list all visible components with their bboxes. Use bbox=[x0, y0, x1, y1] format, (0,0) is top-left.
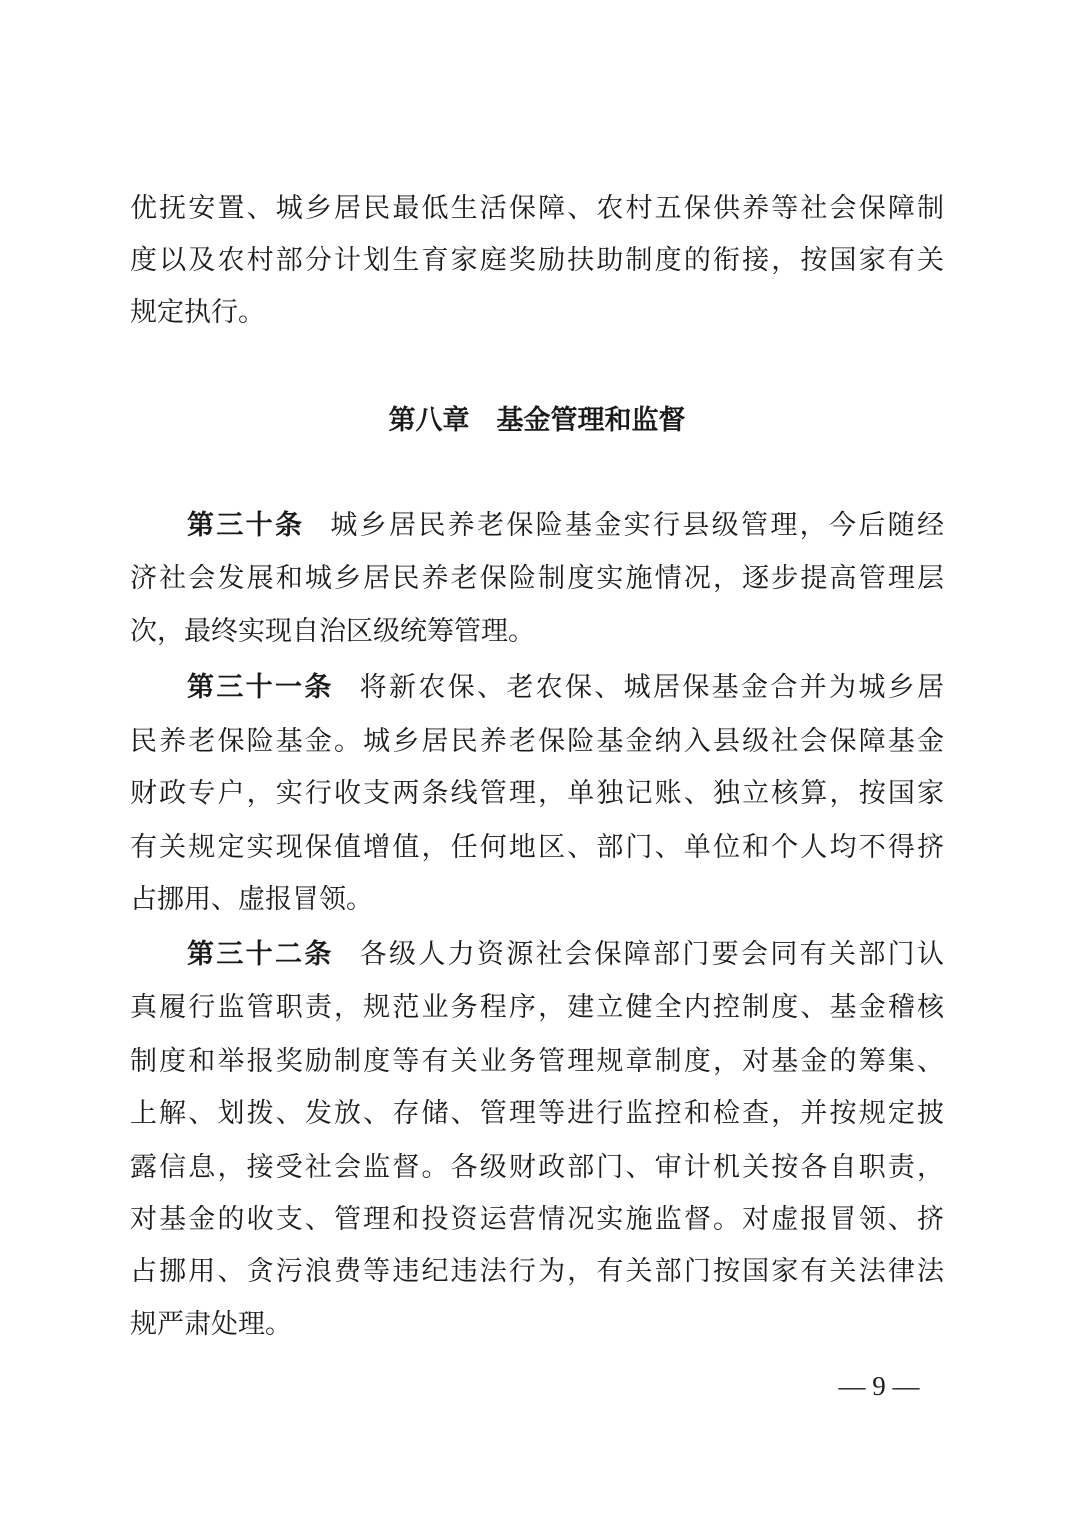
article-32-line-5: 露信息，接受社会监督。各级财政部门、审计机关按各自职责， bbox=[130, 1152, 944, 1183]
article-30-line-2: 济社会发展和城乡居民养老保险制度实施情况，逐步提高管理层 bbox=[130, 563, 944, 594]
continuation-line-1: 优抚安置、城乡居民最低生活保障、农村五保供养等社会保障制 bbox=[130, 193, 944, 224]
article-32-line-7: 占挪用、贪污浪费等违纪违法行为，有关部门按国家有关法律法 bbox=[130, 1256, 944, 1287]
article-32-line-1 bbox=[187, 932, 944, 978]
article-31-text-1: 将新农保、老农保、城居保基金合并为城乡居 bbox=[359, 672, 945, 703]
article-31-line-4: 有关规定实现保值增值，任何地区、部门、单位和个人均不得挤 bbox=[130, 832, 944, 863]
article-30-line-3: 次，最终实现自治区级统筹管理。 bbox=[130, 616, 535, 647]
article-31-line-1 bbox=[187, 665, 944, 711]
chapter-title: 第八章 基金管理和监督 bbox=[388, 405, 686, 436]
continuation-line-2: 度以及农村部分计划生育家庭奖励扶助制度的衔接，按国家有关 bbox=[130, 245, 944, 276]
article-31-number: 第三十一条 bbox=[187, 672, 334, 703]
continuation-line-3: 规定执行。 bbox=[130, 297, 265, 328]
article-30-number: 第三十条 bbox=[187, 510, 305, 541]
article-32-line-2: 真履行监管职责，规范业务程序，建立健全内控制度、基金稽核 bbox=[130, 992, 944, 1023]
article-32-number: 第三十二条 bbox=[187, 939, 334, 970]
article-31-line-2: 民养老保险基金。城乡居民养老保险基金纳入县级社会保障基金 bbox=[130, 726, 944, 757]
article-31-line-5: 占挪用、虚报冒领。 bbox=[130, 884, 373, 915]
article-31-line-3: 财政专户，实行收支两条线管理，单独记账、独立核算，按国家 bbox=[130, 778, 944, 809]
article-32-line-3: 制度和举报奖励制度等有关业务管理规章制度，对基金的筹集、 bbox=[130, 1046, 944, 1077]
article-30-line-1 bbox=[187, 503, 944, 549]
article-32-line-6: 对基金的收支、管理和投资运营情况实施监督。对虚报冒领、挤 bbox=[130, 1204, 944, 1235]
page-number: — 9 — bbox=[838, 1371, 920, 1401]
article-32-line-8: 规严肃处理。 bbox=[130, 1309, 292, 1340]
article-32-text-1: 各级人力资源社会保障部门要会同有关部门认 bbox=[359, 939, 945, 970]
article-30-text-1: 城乡居民养老保险基金实行县级管理，今后随经 bbox=[330, 510, 945, 541]
article-32-line-4: 上解、划拨、发放、存储、管理等进行监控和检查，并按规定披 bbox=[130, 1098, 944, 1129]
